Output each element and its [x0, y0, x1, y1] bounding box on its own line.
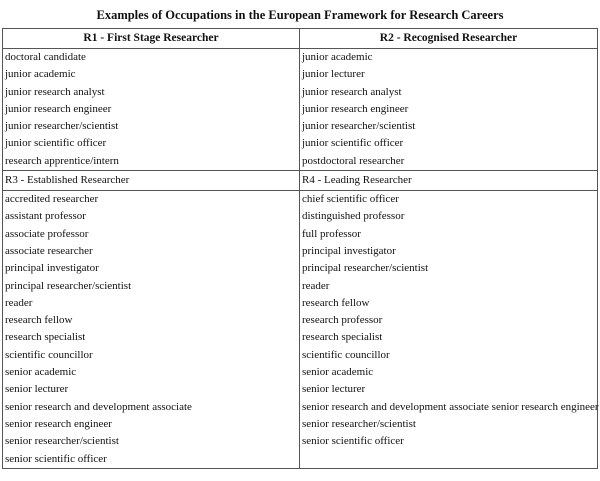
r1-list: [3, 49, 299, 170]
list-item: principal investigator: [5, 262, 99, 275]
list-item: principal investigator: [302, 244, 396, 257]
list-item: senior research and development associate: [5, 400, 192, 413]
r1-heading: R1 - First Stage Researcher: [3, 29, 300, 49]
list-item: junior research engineer: [5, 102, 112, 115]
list-item: junior academic: [302, 51, 373, 63]
list-item: senior research engineer: [5, 417, 112, 430]
list-item: doctoral candidate: [5, 51, 86, 63]
list-item: junior lecturer: [302, 68, 365, 81]
list-item: reader: [302, 279, 330, 292]
list-item: senior scientific officer: [5, 452, 107, 465]
r3-cell: [3, 191, 300, 469]
list-item: senior research and development associate senior research engineer: [302, 400, 599, 413]
list-item: junior research engineer: [302, 102, 409, 115]
list-item: scientific councillor: [5, 348, 93, 361]
list-item: associate professor: [5, 227, 89, 240]
list-item: junior research analyst: [5, 85, 105, 98]
r4-list: [300, 191, 597, 450]
list-item: senior scientific officer: [302, 435, 404, 448]
list-item: senior lecturer: [302, 383, 366, 396]
list-item: full professor: [302, 227, 361, 240]
r1-cell: [3, 49, 300, 171]
table-row: [3, 191, 598, 469]
list-item: scientific councillor: [302, 348, 390, 361]
list-item: accredited researcher: [5, 193, 99, 206]
table-row: [3, 49, 598, 171]
list-item: senior researcher/scientist: [5, 435, 119, 448]
list-item: distinguished professor: [302, 210, 405, 223]
list-item: principal researcher/scientist: [5, 279, 132, 292]
list-item: junior academic: [5, 68, 76, 81]
list-item: junior research analyst: [302, 85, 402, 98]
list-item: research professor: [302, 314, 383, 327]
list-item: senior academic: [5, 366, 77, 379]
list-item: senior lecturer: [5, 383, 69, 396]
list-item: junior scientific officer: [5, 137, 107, 150]
list-item: senior researcher/scientist: [302, 417, 416, 430]
list-item: research specialist: [302, 331, 383, 344]
table-header-row: [3, 29, 598, 49]
list-item: reader: [5, 296, 33, 309]
occupations-table: [2, 28, 598, 469]
list-item: postdoctoral researcher: [302, 154, 405, 167]
r3-heading: R3 - Established Researcher: [3, 171, 300, 191]
r2-list: [300, 49, 597, 170]
list-item: principal researcher/scientist: [302, 262, 429, 275]
list-item: senior academic: [302, 366, 374, 379]
list-item: assistant professor: [5, 210, 86, 223]
r3-list: [3, 191, 299, 468]
list-item: junior researcher/scientist: [302, 120, 416, 133]
r4-heading: R4 - Leading Researcher: [300, 171, 598, 191]
r2-cell: [300, 49, 598, 171]
table-title: Examples of Occupations in the European Framework for Research Careers: [96, 8, 504, 22]
list-item: research fellow: [5, 314, 73, 327]
r4-cell: [300, 191, 598, 469]
list-item: research apprentice/intern: [5, 154, 119, 167]
list-item: research fellow: [302, 296, 370, 309]
list-item: junior scientific officer: [302, 137, 404, 150]
list-item: chief scientific officer: [302, 193, 399, 206]
list-item: research specialist: [5, 331, 86, 344]
list-item: junior researcher/scientist: [5, 120, 119, 133]
r2-heading: R2 - Recognised Researcher: [300, 29, 598, 49]
table-subheader-row: [3, 171, 598, 191]
list-item: associate researcher: [5, 244, 93, 257]
